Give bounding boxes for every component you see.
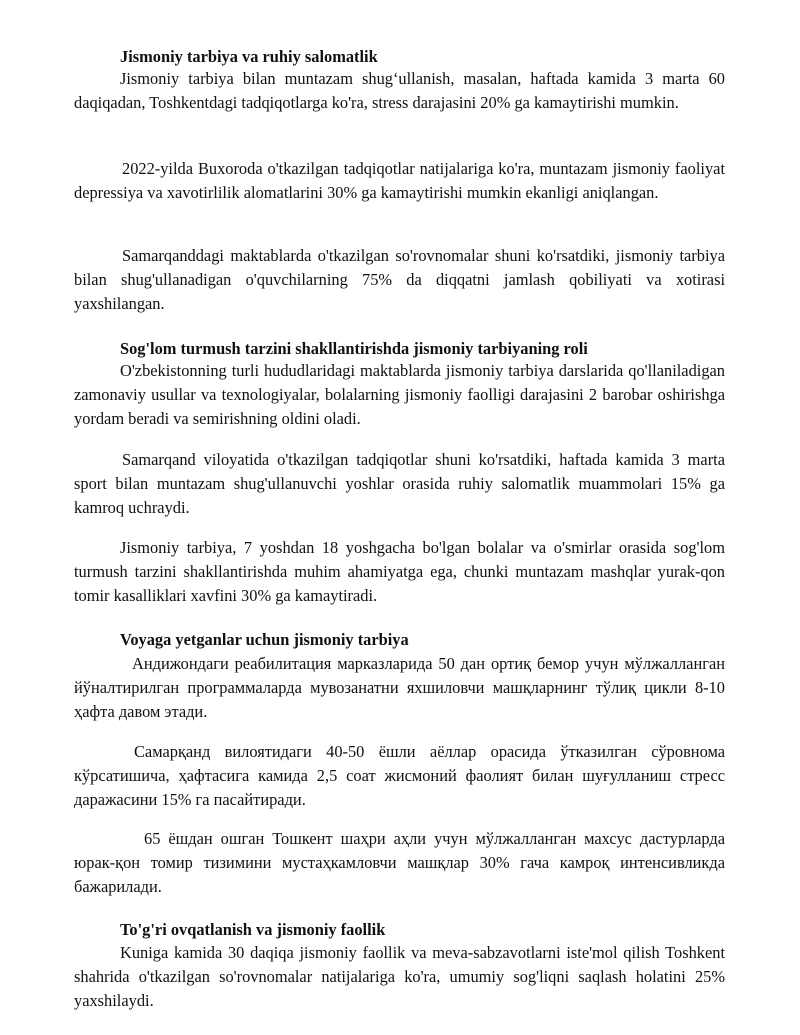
section-heading: Voyaga yetganlar uchun jismoniy tarbiya: [120, 630, 409, 649]
paragraph: Kuniga kamida 30 daqiqa jismoniy faollik va meva-sabzavotlarni iste'mol qilish Toshkent shahrida o'tkazilgan so'rovnomalar natijalariga ko'ra, umumiy sog'liqni saqlash holatini 25% yaxshilaydi.: [74, 943, 725, 1010]
paragraph: Jismoniy tarbiya, 7 yoshdan 18 yoshgacha bo'lgan bolalar va o'smirlar orasida sog'lom turmush tarzini shakllantirishda muhim ahamiyatga ega, chunki muntazam mashqlar yurak-qon tomir kasalliklari xavfini 30% ga kamaytiradi.: [74, 538, 725, 605]
section-heading: Sog'lom turmush tarzini shakllantirishda jismoniy tarbiyaning roli: [120, 339, 588, 358]
paragraph: Самарқанд вилоятидаги 40-50 ёшли аёллар орасида ўтказилган сўровнома кўрсатишича, ҳафтасига камида 2,5 соат жисмоний фаолият билан шуғулланиш стресс даражасини 15% га пасайтиради.: [74, 742, 725, 809]
paragraph: Андижондаги реабилитация марказларида 50 дан ортиқ бемор учун мўлжалланган йўналтирилган программаларда мувозанатни яхшиловчи машқларнинг тўлиқ цикли 8-10 ҳафта давом этади.: [74, 654, 725, 721]
paragraph: 2022-yilda Buxoroda o'tkazilgan tadqiqotlar natijalariga ko'ra, muntazam jismoniy faoliyat depressiya va xavotirlilik alomatlarini 30% ga kamaytirishi mumkin ekanligi aniqlangan.: [74, 159, 725, 202]
paragraph: Jismoniy tarbiya bilan muntazam shug‘ullanish, masalan, haftada kamida 3 marta 60 daqiqadan, Toshkentdagi tadqiqotlarga ko'ra, stress darajasini 20% ga kamaytirishi mumkin.: [74, 69, 725, 112]
section-heading: Jismoniy tarbiya va ruhiy salomatlik: [120, 47, 378, 66]
paragraph: 65 ёшдан ошган Тошкент шаҳри аҳли учун мўлжалланган махсус дастурларда юрак-қон томир тизимини мустаҳкамловчи машқлар 30% гача камроқ интенсивликда бажарилади.: [74, 829, 725, 896]
paragraph: Samarqand viloyatida o'tkazilgan tadqiqotlar shuni ko'rsatdiki, haftada kamida 3 marta sport bilan muntazam shug'ullanuvchi yoshlar orasida ruhiy salomatlik muammolari 15% ga kamroq uchraydi.: [74, 450, 725, 517]
section-heading: To'g'ri ovqatlanish va jismoniy faollik: [120, 920, 386, 939]
paragraph: O'zbekistonning turli hududlaridagi maktablarda jismoniy tarbiya darslarida qo'llaniladigan zamonaviy usullar va texnologiyalar, bolalarning jismoniy faolligi darajasini 2 barobar oshirishga yordam beradi va semirishning oldini oladi.: [74, 361, 725, 428]
paragraph: Samarqanddagi maktablarda o'tkazilgan so'rovnomalar shuni ko'rsatdiki, jismoniy tarbiya bilan shug'ullanadigan o'quvchilarning 75% da diqqatni jamlash qobiliyati va xotirasi yaxshilangan.: [74, 246, 725, 313]
